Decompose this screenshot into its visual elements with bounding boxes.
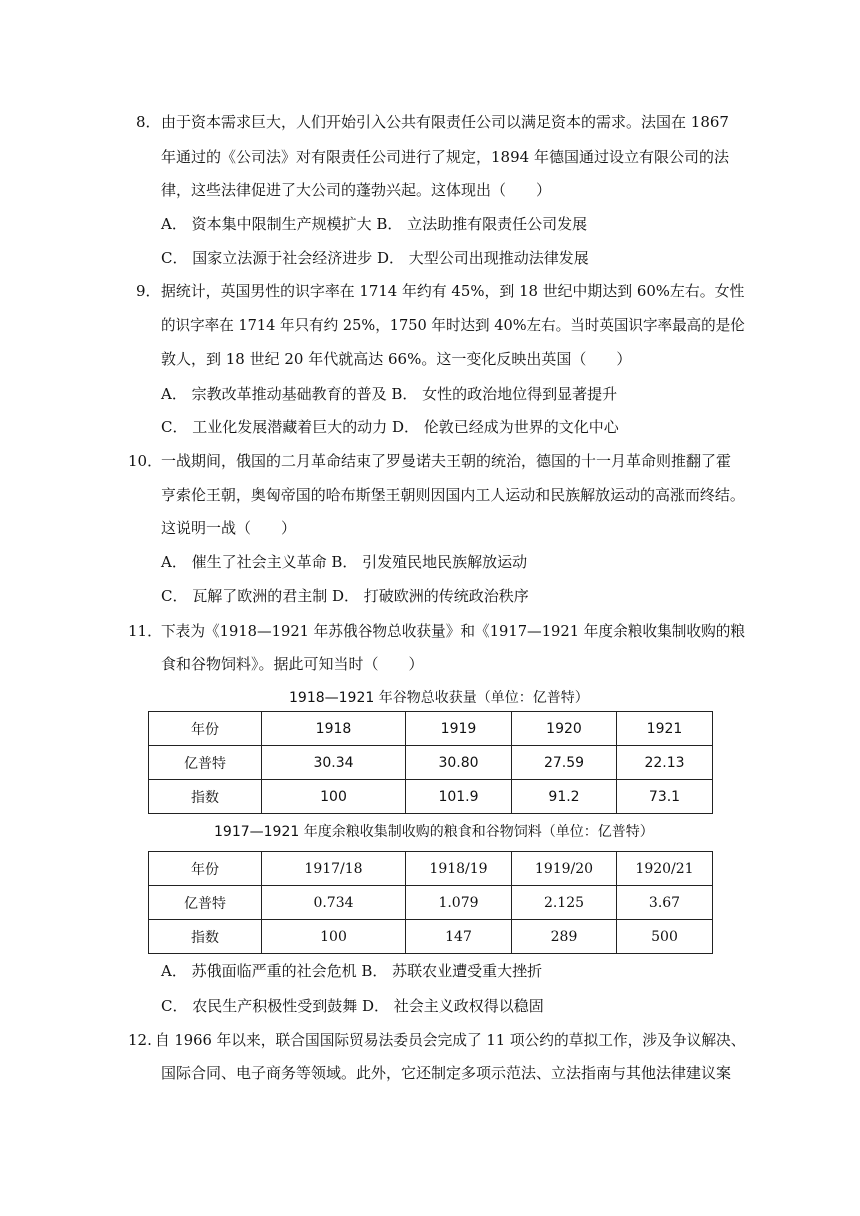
table-row xyxy=(149,746,713,780)
table-cell: 2.125 xyxy=(512,886,617,920)
question-text-line: 下表为《1918—1921 年苏俄谷物总收获量》和《1917—1921 年度余粮收集制收购的粮 xyxy=(161,622,746,640)
question-number: 8． xyxy=(136,113,161,131)
table-cell: 22.13 xyxy=(617,746,713,780)
table-cell: 100 xyxy=(262,780,406,814)
question-text-line: 由于资本需求巨大，人们开始引入公共有限责任公司以满足资本的需求。法国在 1867 xyxy=(161,113,729,131)
answer-options-line: A． 资本集中限制生产规模扩大 B． 立法助推有限责任公司发展 xyxy=(161,215,588,233)
table-cell: 1918/19 xyxy=(406,852,512,886)
question-text-line: 据统计，英国男性的识字率在 1714 年约有 45%，到 18 世纪中期达到 60%左右。女性 xyxy=(161,282,745,300)
answer-options-line: C． 农民生产积极性受到鼓舞 D． 社会主义政权得以稳固 xyxy=(161,997,544,1015)
table-cell: 年份 xyxy=(149,852,262,886)
table-cell: 30.80 xyxy=(406,746,512,780)
table-cell: 年份 xyxy=(149,712,262,746)
table-cell: 1918 xyxy=(262,712,406,746)
table-row xyxy=(149,886,713,920)
table-row xyxy=(149,920,713,954)
table-row xyxy=(149,852,713,886)
table-cell: 1.079 xyxy=(406,886,512,920)
table-cell: 1920 xyxy=(512,712,617,746)
table-row xyxy=(149,780,713,814)
answer-options-line: A． 催生了社会主义革命 B． 引发殖民地民族解放运动 xyxy=(161,553,528,571)
answer-options-line: A． 苏俄面临严重的社会危机 B． 苏联农业遭受重大挫折 xyxy=(161,962,543,980)
question-text-line: 食和谷物饲料》。据此可知当时（ ） xyxy=(161,655,424,673)
question-number: 12. xyxy=(128,1031,152,1049)
question-text-line: 这说明一战（ ） xyxy=(161,519,297,537)
question-text-line: 律，这些法律促进了大公司的蓬勃兴起。这体现出（ ） xyxy=(161,181,552,199)
table-cell: 亿普特 xyxy=(149,886,262,920)
question-number: 9． xyxy=(136,282,161,300)
table-caption: 1917—1921 年度余粮收集制收购的粮食和谷物饲料（单位：亿普特） xyxy=(214,824,654,840)
table-cell: 亿普特 xyxy=(149,746,262,780)
harvest-table xyxy=(148,711,713,814)
table-cell: 289 xyxy=(512,920,617,954)
question-text-line: 亨索伦王朝，奥匈帝国的哈布斯堡王朝则因国内工人运动和民族解放运动的高涨而终结。 xyxy=(161,486,745,504)
question-text-line: 敦人，到 18 世纪 20 年代就高达 66%。这一变化反映出英国（ ） xyxy=(161,350,632,368)
question-text-line: 一战期间，俄国的二月革命结束了罗曼诺夫王朝的统治，德国的十一月革命则推翻了霍 xyxy=(161,452,732,470)
question-text-line: 国际合同、电子商务等领域。此外，它还制定多项示范法、立法指南与其他法律建议案 xyxy=(161,1064,732,1082)
question-text-line: 年通过的《公司法》对有限责任公司进行了规定，1894 年德国通过设立有限公司的法 xyxy=(161,148,729,166)
requisition-table xyxy=(148,851,713,954)
answer-options-line: C． 国家立法源于社会经济进步 D． 大型公司出现推动法律发展 xyxy=(161,249,589,267)
table-cell: 1921 xyxy=(617,712,713,746)
answer-options-line: C． 工业化发展潜藏着巨大的动力 D． 伦敦已经成为世界的文化中心 xyxy=(161,418,619,436)
answer-options-line: A． 宗教改革推动基础教育的普及 B． 女性的政治地位得到显著提升 xyxy=(161,385,618,403)
table-cell: 3.67 xyxy=(617,886,713,920)
table-cell: 91.2 xyxy=(512,780,617,814)
table-cell: 1919/20 xyxy=(512,852,617,886)
table-row xyxy=(149,712,713,746)
table-caption: 1918—1921 年谷物总收获量（单位：亿普特） xyxy=(289,690,589,706)
question-number: 10． xyxy=(128,452,163,470)
question-text-line: 自 1966 年以来，联合国国际贸易法委员会完成了 11 项公约的草拟工作，涉及争议解决、 xyxy=(155,1031,746,1049)
table-cell: 1917/18 xyxy=(262,852,406,886)
question-number: 11． xyxy=(128,622,163,640)
table-cell: 0.734 xyxy=(262,886,406,920)
table-cell: 147 xyxy=(406,920,512,954)
table-cell: 30.34 xyxy=(262,746,406,780)
table-cell: 1920/21 xyxy=(617,852,713,886)
table-cell: 101.9 xyxy=(406,780,512,814)
answer-options-line: C． 瓦解了欧洲的君主制 D． 打破欧洲的传统政治秩序 xyxy=(161,587,529,605)
table-cell: 指数 xyxy=(149,780,262,814)
table-cell: 指数 xyxy=(149,920,262,954)
question-text-line: 的识字率在 1714 年只有约 25%，1750 年时达到 40%左右。当时英国识字率最高的是伦 xyxy=(161,316,745,334)
table-cell: 100 xyxy=(262,920,406,954)
table-cell: 1919 xyxy=(406,712,512,746)
table-cell: 500 xyxy=(617,920,713,954)
table-cell: 27.59 xyxy=(512,746,617,780)
table-cell: 73.1 xyxy=(617,780,713,814)
